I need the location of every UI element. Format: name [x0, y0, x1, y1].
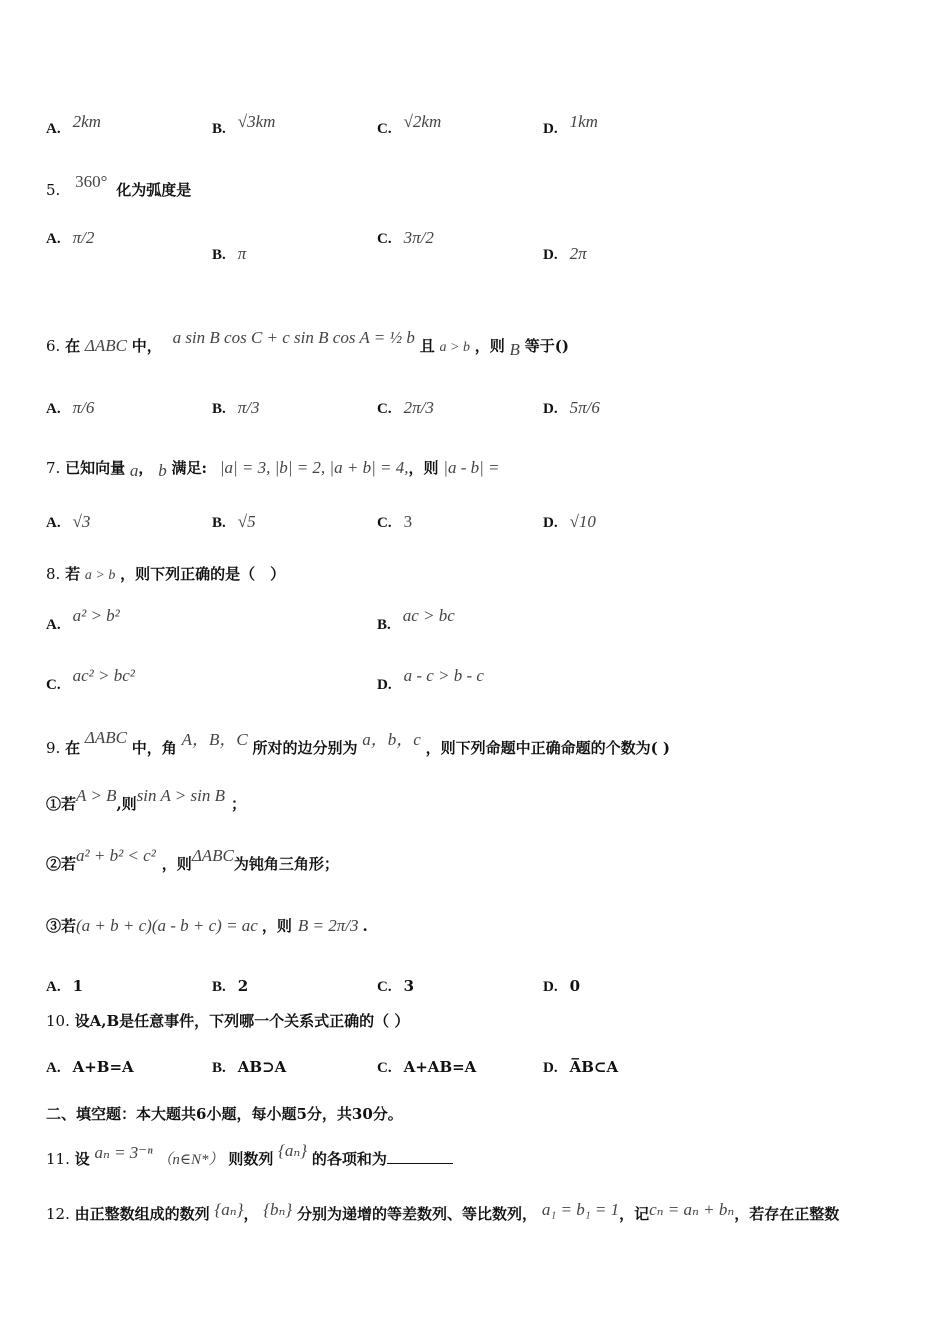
q10-option-b: B. AB⊃A: [212, 1058, 287, 1076]
section-heading: 二、填空题：本大题共6小题，每小题5分，共30分。: [46, 1105, 403, 1123]
q4-option-b: B. √3km: [212, 112, 276, 137]
q7-option-c: C. 3: [377, 512, 413, 531]
q8-stem: 8. 若 a > b ，则下列正确的是（ ）: [46, 565, 286, 583]
q4-option-a: A. 2km: [46, 112, 101, 137]
q8-option-b: B. ac > bc: [377, 606, 455, 633]
q9-stem: 9. 在 ΔABC 中，角 A，B，C 所对的边分别为 a，b，c ，则下列命题中正确命题的个数为( ): [46, 728, 670, 757]
q9-option-d: D. 0: [543, 977, 581, 995]
q5-option-c: C. 3π/2: [377, 228, 434, 247]
q6-option-a: A. π/6: [46, 398, 95, 417]
q10-stem: 10. 设A,B是任意事件，下列哪一个关系式正确的（ ）: [46, 1012, 410, 1030]
q9-option-c: C. 3: [377, 977, 415, 995]
q9-prop-3: ③若(a + b + c)(a - b + c) = ac ，则 B = 2π/3 .: [46, 916, 368, 935]
q9-option-a: A. 1: [46, 977, 84, 995]
q12-stem: 12. 由正整数组成的数列 {aₙ}， {bₙ} 分别为递增的等差数列、等比数列， a₁ = b₁ = 1，记cₙ = aₙ + bₙ，若存在正整数: [46, 1200, 840, 1223]
q6-option-d: D. 5π/6: [543, 398, 600, 417]
q7-option-b: B. √5: [212, 512, 256, 531]
q5-option-b: B. π: [212, 244, 247, 263]
q9-prop-1: ①若A > B,则sin A > sin B ；: [46, 786, 247, 813]
q5-stem: 5. 360° 化为弧度是: [46, 172, 192, 199]
q10-option-a: A. A+B=A: [46, 1058, 134, 1076]
q6-stem: 6. 在 ΔABC 中， a sin B cos C + c sin B cos A = ½ b 且 a > b ，则 B 等于(): [46, 328, 569, 359]
q10-option-d: D. A̅B⊂A: [543, 1058, 619, 1076]
q7-stem: 7. 已知向量 a， b 满足: |a| = 3, |b| = 2, |a + b| = 4,，则 |a - b| =: [46, 458, 500, 480]
q9-prop-2: ②若a² + b² < c² ，则ΔABC为钝角三角形；: [46, 846, 339, 873]
q4-option-c: C. √2km: [377, 112, 442, 137]
q5-option-d: D. 2π: [543, 244, 587, 263]
q6-option-b: B. π/3: [212, 398, 260, 417]
q6-option-c: C. 2π/3: [377, 398, 434, 417]
q11-stem: 11. 设 aₙ = 3⁻ⁿ （n∈N*） 则数列 {aₙ} 的各项和为: [46, 1141, 453, 1170]
answer-blank: [387, 1149, 453, 1164]
q7-option-d: D. √10: [543, 512, 596, 531]
q8-option-d: D. a - c > b - c: [377, 666, 484, 693]
q4-option-d: D. 1km: [543, 112, 598, 137]
q8-option-c: C. ac² > bc²: [46, 666, 135, 693]
q10-option-c: C. A+AB=A: [377, 1058, 477, 1076]
q9-option-b: B. 2: [212, 977, 249, 995]
q7-option-a: A. √3: [46, 512, 91, 531]
q8-option-a: A. a² > b²: [46, 606, 120, 633]
q5-option-a: A. π/2: [46, 228, 95, 247]
